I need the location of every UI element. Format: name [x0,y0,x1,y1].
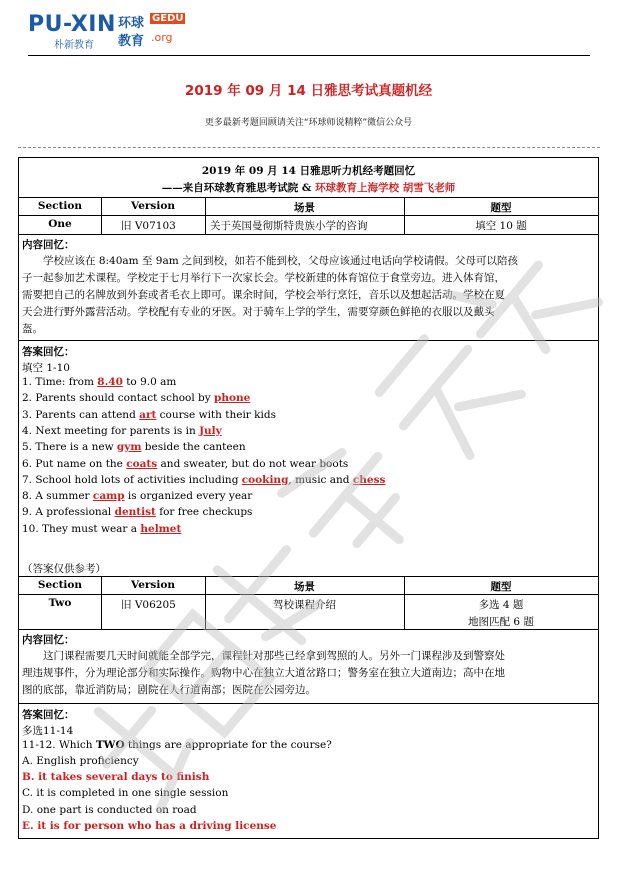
answer-text: 9. A professional [22,506,115,519]
table-title-box [18,157,599,198]
answer-line [22,474,385,486]
document-title: 2019 年 09 月 14 日雅思考试真题机经 [184,83,433,99]
answer-blank: helmet [140,522,182,535]
answer-blank: gym [116,441,142,454]
section1-content-line: 子一起参加艺术课程。学校定于七月举行下一次家长会。学校新建的体育馆位于食堂旁边。进入体育馆， [22,272,505,284]
section1-header-table [18,197,599,235]
answer-text: 2. Parents should contact school by [22,392,215,405]
answer-line [22,490,252,502]
document-subtitle: 更多最新考题回顾请关注“环球师说精粹”微信公众号 [204,118,413,128]
table-title-line1: 2019 年 09 月 14 日雅思听力机经考题回忆 [201,165,416,177]
section1-type: 填空 10 题 [475,220,527,232]
answer-blank: cooking [241,473,289,486]
col-section-label: Section [37,579,83,591]
col-type-label: 题型 [490,202,512,214]
answer-line [22,376,176,388]
section2-question [22,739,332,751]
answers-note: （答案仅供参考） [22,563,106,575]
section1-scene: 关于英国曼彻斯特贵族小学的咨询 [210,220,368,232]
answer-text: 4. Next meeting for parents is in [22,424,200,437]
answer-text: for free checkups [155,506,253,519]
option: D. one part is conducted on road [22,803,197,816]
answer-blank: chess [352,473,386,486]
question-text-start: 11-12. Which [22,739,96,751]
answer-line [22,392,250,404]
section1-name: One [48,218,72,230]
section2-type-line1: 多选 4 题 [478,599,524,611]
section1-content-box [18,234,599,341]
table-title-source: ——来自环球教育雅思考试院 [161,182,302,194]
answer-blank: dentist [114,506,156,519]
answer-blank: coats [126,457,158,470]
logo-text-jiaoyu: 教育 [118,34,145,49]
section1-content-line: 学校应该在 8:40am 至 9am 之间到校，如若不能到校，父母应该通过电话向学校请假。父母可以陪孩 [43,255,519,267]
answer-text: , music and [288,473,353,486]
puxin-logo-subtext: 朴新教育 [54,40,94,51]
answer-blank: camp [92,490,125,503]
col-scene-label: 场景 [294,581,315,593]
section2-content-box [18,629,599,704]
option: A. English proficiency [22,755,139,767]
answer-line [22,523,181,535]
section2-content-line: 理违规事件，分为理论部分和实际操作。购物中心在独立大道岔路口；警务室在独立大道南边；高中在地 [22,667,505,679]
section2-header-table [18,576,599,630]
section1-content-line: 盔。 [22,323,43,335]
col-version-label: Version [131,579,175,591]
answer-text: 1. Time: from [22,376,98,388]
option-correct: B. it takes several days to finish [22,771,210,784]
col-section-label: Section [37,200,83,212]
section2-content-line: 这门课程需要几天时间就能全部学完，课程针对那些已经拿到驾照的人。另外一门课程涉及到警察处 [43,650,505,662]
answer-blank: July [199,424,222,437]
section2-content-line: 图的底部，靠近消防局；剧院在人行道南部；医院在公园旁边。 [22,684,316,696]
answer-text: 3. Parents can attend [22,408,140,421]
table-title-teacher: 环球教育上海学校 胡雪飞老师 [315,182,456,194]
section2-scene: 驾校课程介绍 [273,599,336,611]
puxin-logo [28,12,116,51]
answer-line [22,441,246,453]
col-version-label: Version [131,200,175,212]
question-text-emphasis: TWO [95,739,125,751]
dashed-divider [18,147,600,148]
section1-answers-box [18,340,599,576]
option: C. it is completed in one single session [22,787,229,800]
table-title-amp: & [301,182,312,194]
question-text-end: things are appropriate for the course? [124,739,332,751]
section2-version: 旧 V06205 [121,599,176,611]
section1-answers-label: 答案回忆： [22,346,75,358]
section1-answers-range: 填空 1-10 [22,362,70,374]
section2-name: Two [48,597,72,609]
answer-line [22,425,222,437]
section1-content-text [22,253,594,338]
answer-text: is organized every year [124,490,253,503]
answer-text: 8. A summer [22,490,93,503]
answer-text: course with their kids [156,408,276,421]
section2-content-label: 内容回忆： [22,634,75,646]
answer-text: 10. They must wear a [22,522,141,535]
answer-text: 7. School hold lots of activities including [22,473,242,486]
answer-blank: art [139,408,157,421]
table-title-line2 [19,180,598,195]
answer-line [22,458,348,470]
section1-content-line: 需要把自己的名牌放到外套或者毛衣上即可。课余时间，学校会举行烹饪，音乐以及想起活动。学校在夏 [22,289,505,301]
page-header [28,12,588,50]
section2-type-line2: 地图匹配 6 题 [468,616,534,628]
answer-text: 6. Put name on the [22,457,127,470]
answer-blank: phone [214,392,251,405]
col-scene-label: 场景 [294,202,315,214]
logo-text-org: .org [151,31,173,44]
answer-blank: 8.40 [97,376,123,388]
logo-text-huanqiu: 环球 [118,16,145,31]
puxin-logo-text: PU-XIN [28,12,116,37]
answer-text: and sweater, but do not wear boots [157,457,349,470]
section1-version: 旧 V07103 [121,220,176,232]
logo-badge-gedu: GEDU [152,13,184,24]
section1-content-line: 天会进行野外露营活动。学校配有专业的牙医。对于骑车上学的学生，需要穿颜色鲜艳的衣服以及戴头 [22,306,495,318]
section2-answers-label: 答案回忆： [22,709,75,721]
section1-content-label: 内容回忆： [22,239,75,251]
answer-text: beside the canteen [141,441,246,454]
section2-content-text [22,648,594,699]
answer-text: 5. There is a new [22,441,117,454]
answer-line [22,409,276,421]
answer-line [22,506,252,518]
section2-answers-range: 多选11-14 [22,725,74,737]
col-type-label: 题型 [490,581,512,593]
answer-text: to 9.0 am [122,376,177,388]
section2-answers-box [18,703,599,839]
option-correct: E. it is for person who has a driving license [22,819,277,832]
header-divider [28,55,590,56]
